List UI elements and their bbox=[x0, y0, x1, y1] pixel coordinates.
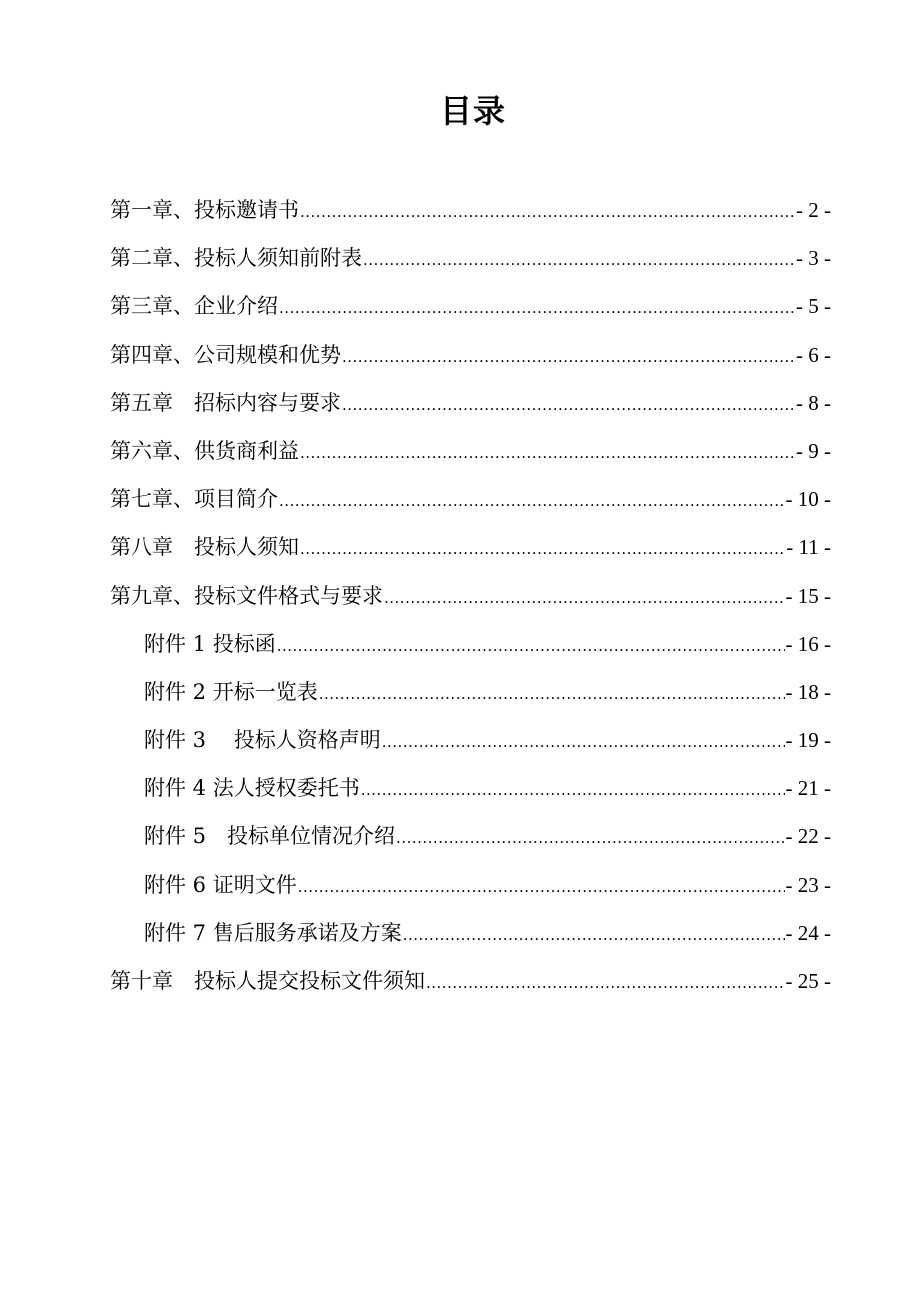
toc-entry-attachment-3[interactable] bbox=[110, 716, 831, 764]
toc-entry-page: - 24 - bbox=[785, 920, 831, 945]
toc-entry-page: - 3 - bbox=[796, 246, 831, 271]
toc-leader-dots bbox=[279, 284, 795, 332]
toc-entry-page: - 9 - bbox=[796, 438, 831, 463]
toc-leader-dots bbox=[361, 766, 785, 814]
toc-entry-attachment-2[interactable] bbox=[110, 668, 831, 716]
toc-entry-label: 第一章、投标邀请书 bbox=[110, 198, 299, 222]
toc-entry-label: 第七章、项目简介 bbox=[110, 487, 278, 512]
toc-leader-dots bbox=[342, 333, 795, 381]
toc-entry-label: 第三章、企业介绍 bbox=[110, 294, 278, 319]
toc-list bbox=[110, 186, 831, 1005]
toc-leader-dots bbox=[426, 959, 785, 1007]
toc-entry-page: - 25 - bbox=[785, 969, 831, 993]
toc-entry-page: - 15 - bbox=[785, 583, 831, 608]
toc-entry-page: - 16 - bbox=[785, 631, 831, 656]
toc-leader-dots bbox=[300, 429, 795, 477]
toc-entry-chapter-1[interactable] bbox=[110, 186, 831, 234]
toc-entry-label: 附件 4 法人授权委托书 bbox=[144, 776, 360, 801]
toc-leader-dots bbox=[277, 622, 785, 670]
toc-entry-chapter-10[interactable] bbox=[110, 957, 831, 1005]
toc-entry-chapter-8[interactable] bbox=[110, 523, 831, 571]
toc-entry-label: 附件 2 开标一览表 bbox=[144, 679, 318, 704]
toc-entry-page: - 10 - bbox=[785, 487, 831, 512]
toc-entry-label: 第六章、供货商利益 bbox=[110, 438, 299, 463]
toc-entry-page: - 8 - bbox=[796, 390, 831, 415]
toc-leader-dots bbox=[319, 670, 785, 718]
toc-leader-dots bbox=[396, 814, 784, 862]
toc-leader-dots bbox=[300, 188, 795, 236]
toc-entry-page: - 22 - bbox=[785, 824, 831, 849]
toc-entry-page: - 6 - bbox=[796, 342, 831, 367]
toc-entry-label: 附件 7 售后服务承诺及方案 bbox=[144, 920, 402, 945]
toc-entry-page: - 21 - bbox=[785, 776, 831, 801]
toc-entry-chapter-7[interactable] bbox=[110, 475, 831, 523]
toc-leader-dots bbox=[384, 574, 785, 622]
toc-entry-page: - 18 - bbox=[785, 679, 831, 704]
toc-entry-page: - 23 - bbox=[785, 872, 831, 897]
toc-leader-dots bbox=[363, 236, 795, 284]
toc-entry-page: - 19 - bbox=[785, 728, 831, 753]
toc-entry-label: 第八章 投标人须知 bbox=[110, 535, 299, 560]
toc-entry-label: 附件 3 投标人资格声明 bbox=[144, 728, 381, 753]
toc-entry-label: 附件 5 投标单位情况介绍 bbox=[144, 824, 396, 849]
toc-title: 目录 bbox=[439, 92, 506, 130]
toc-entry-page: - 2 - bbox=[796, 198, 831, 222]
toc-leader-dots bbox=[300, 525, 785, 573]
toc-entry-chapter-2[interactable] bbox=[110, 234, 831, 282]
toc-leader-dots bbox=[342, 381, 795, 429]
toc-entry-attachment-6[interactable] bbox=[110, 861, 831, 909]
toc-entry-page: - 11 - bbox=[786, 535, 831, 560]
toc-entry-label: 附件 1 投标函 bbox=[144, 631, 276, 656]
toc-entry-label: 第五章 招标内容与要求 bbox=[110, 390, 341, 415]
toc-leader-dots bbox=[382, 718, 785, 766]
toc-entry-label: 附件 6 证明文件 bbox=[144, 872, 297, 897]
toc-leader-dots bbox=[279, 477, 785, 525]
toc-entry-chapter-3[interactable] bbox=[110, 282, 831, 330]
toc-entry-chapter-9[interactable] bbox=[110, 572, 831, 620]
toc-entry-attachment-4[interactable] bbox=[110, 764, 831, 812]
toc-entry-attachment-5[interactable] bbox=[110, 812, 831, 860]
toc-entry-label: 第四章、公司规模和优势 bbox=[110, 342, 341, 367]
toc-entry-label: 第九章、投标文件格式与要求 bbox=[110, 583, 383, 608]
toc-entry-chapter-5[interactable] bbox=[110, 379, 831, 427]
toc-entry-attachment-1[interactable] bbox=[110, 620, 831, 668]
toc-leader-dots bbox=[403, 911, 785, 959]
toc-leader-dots bbox=[298, 863, 785, 911]
toc-entry-chapter-6[interactable] bbox=[110, 427, 831, 475]
toc-entry-label: 第二章、投标人须知前附表 bbox=[110, 246, 362, 271]
toc-entry-label: 第十章 投标人提交投标文件须知 bbox=[110, 969, 425, 993]
toc-entry-page: - 5 - bbox=[796, 294, 831, 319]
toc-entry-attachment-7[interactable] bbox=[110, 909, 831, 957]
toc-entry-chapter-4[interactable] bbox=[110, 331, 831, 379]
